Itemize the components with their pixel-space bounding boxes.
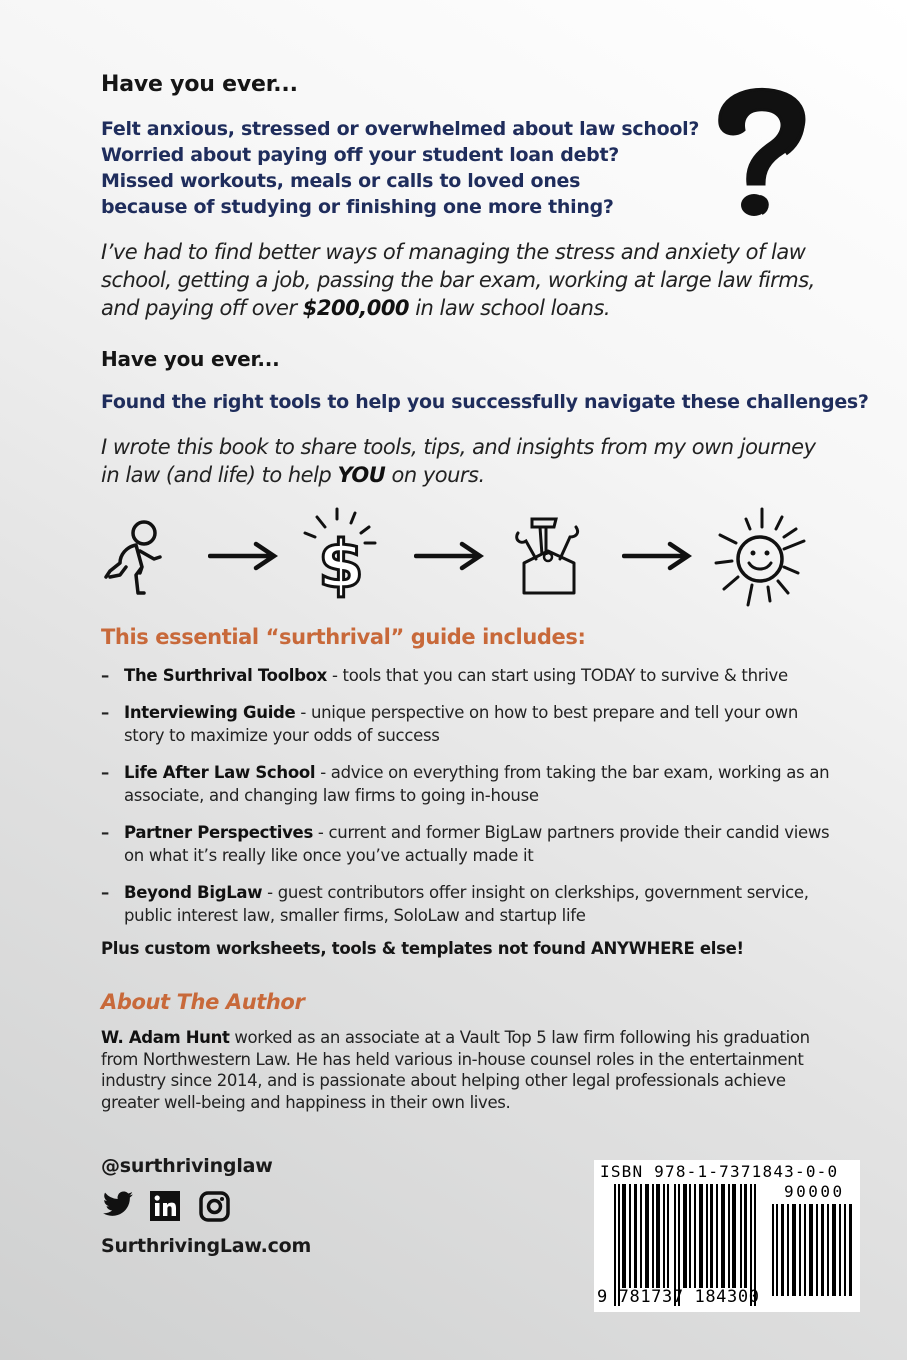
guide-heading: This essential “surthrival” guide includes: <box>101 625 586 649</box>
question-1: Felt anxious, stressed or overwhelmed about law school? <box>101 118 700 140</box>
bullet-dash: – <box>101 823 109 842</box>
section1-heading: Have you ever... <box>101 72 298 97</box>
bullet-dash: – <box>101 666 109 685</box>
story-line-3 <box>101 294 815 322</box>
website-link[interactable]: SurthrivingLaw.com <box>101 1235 312 1257</box>
you-emphasis: YOU <box>337 463 386 487</box>
feature-description: - current and former BigLaw partners provide their candid views on what it’s really like once you’ve actually made it <box>124 823 830 865</box>
loan-amount: $200,000 <box>302 296 410 320</box>
story-text: in law school loans. <box>409 296 611 320</box>
purpose-text: on yours. <box>385 463 485 487</box>
bio-text: worked as an associate at a Vault Top 5 law firm following his graduation from Northwestern Law. He has held various in-house counsel roles in the entertainment industry since 2014, and is passionate about helping other legal professionals achieve greater well-being and happiness in their own lives. <box>101 1028 810 1112</box>
bullet-dash: – <box>101 703 109 722</box>
list-item <box>101 701 831 747</box>
journey-illustration <box>98 505 818 610</box>
ean-digits: 9 781737 184300 <box>597 1287 760 1307</box>
story-paragraph <box>101 238 815 322</box>
story-line-1: I’ve had to find better ways of managing the stress and anxiety of law <box>101 240 806 264</box>
isbn-barcode <box>594 1160 860 1312</box>
feature-title: The Surthrival Toolbox <box>124 666 328 685</box>
price-code: 90000 <box>784 1182 845 1201</box>
question-3: Missed workouts, meals or calls to loved ones <box>101 170 581 192</box>
book-purpose-paragraph <box>101 433 816 489</box>
list-item <box>101 664 831 687</box>
feature-description: - guest contributors offer insight on clerkships, government service, public interest law, smaller firms, SoloLaw and startup life <box>124 883 809 925</box>
feature-title: Partner Perspectives <box>124 823 313 842</box>
question-2: Worried about paying off your student loan debt? <box>101 144 619 166</box>
feature-description: - advice on everything from taking the bar exam, working as an associate, and changing law firms to going in-house <box>124 763 830 805</box>
toolbox-icon <box>510 515 590 595</box>
running-person-icon <box>100 515 172 597</box>
question-mark-icon <box>706 84 816 219</box>
question-4: because of studying or finishing one more thing? <box>101 196 614 218</box>
purpose-text: in law (and life) to help <box>101 463 338 487</box>
question-list <box>101 116 699 220</box>
plus-tagline: Plus custom worksheets, tools & templates not found ANYWHERE else! <box>101 939 744 958</box>
social-icons <box>101 1190 232 1224</box>
purpose-line-2 <box>101 461 816 489</box>
arrow-right-icon <box>414 541 484 571</box>
list-item <box>101 881 831 927</box>
guide-feature-list <box>101 664 831 941</box>
feature-title: Beyond BigLaw <box>124 883 263 902</box>
smiling-sun-icon <box>712 507 812 607</box>
feature-description: - tools that you can start using TODAY to survive & thrive <box>327 666 788 685</box>
arrow-right-icon <box>622 541 692 571</box>
section2-heading: Have you ever... <box>101 347 280 371</box>
bullet-dash: – <box>101 763 109 782</box>
social-handle[interactable]: @surthrivinglaw <box>101 1155 273 1177</box>
feature-title: Life After Law School <box>124 763 316 782</box>
feature-title: Interviewing Guide <box>124 703 296 722</box>
story-line-2: school, getting a job, passing the bar exam, working at large law firms, <box>101 268 815 292</box>
author-name: W. Adam Hunt <box>101 1028 230 1047</box>
bullet-dash: – <box>101 883 109 902</box>
arrow-right-icon <box>208 541 278 571</box>
svg-text:$: $ <box>318 526 364 603</box>
instagram-icon[interactable] <box>199 1191 232 1223</box>
isbn-label: ISBN 978-1-7371843-0-0 <box>600 1162 839 1181</box>
dollar-sign-icon <box>303 507 383 603</box>
linkedin-icon[interactable] <box>150 1191 183 1223</box>
about-heading: About The Author <box>101 990 305 1014</box>
story-text: and paying off over <box>101 296 303 320</box>
list-item <box>101 821 831 867</box>
tools-question: Found the right tools to help you successfully navigate these challenges? <box>101 391 869 413</box>
author-bio <box>101 1027 831 1113</box>
twitter-icon[interactable] <box>101 1191 134 1223</box>
feature-description: - unique perspective on how to best prepare and tell your own story to maximize your odds of success <box>124 703 799 745</box>
list-item <box>101 761 831 807</box>
purpose-line-1: I wrote this book to share tools, tips, and insights from my own journey <box>101 435 816 459</box>
